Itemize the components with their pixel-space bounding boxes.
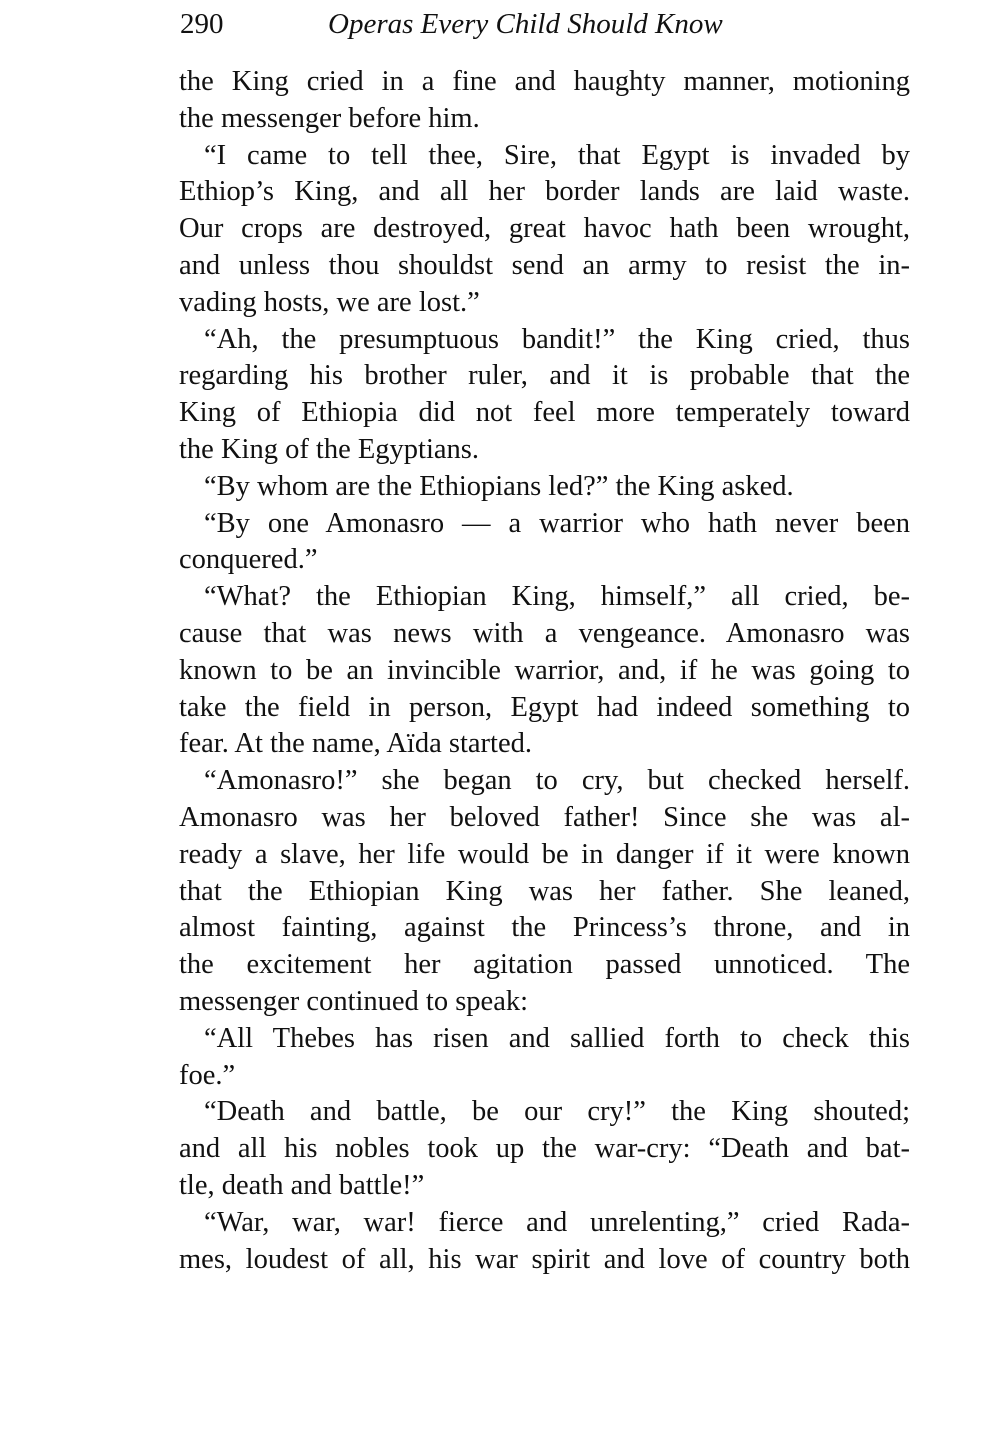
text-line: the King cried in a fine and haughty manner, motioning xyxy=(179,66,910,97)
text-line: “Amonasro!” she began to cry, but checked herself. xyxy=(204,765,910,797)
text-line: conquered.” xyxy=(179,544,318,576)
text-line: the excitement her agitation passed unnoticed. The xyxy=(179,949,910,981)
text-line: the messenger before him. xyxy=(179,102,480,134)
text-line: the King of the Egyptians. xyxy=(179,433,479,465)
text-line: tle, death and battle!” xyxy=(179,1169,425,1201)
text-line: vading hosts, we are lost.” xyxy=(179,286,480,318)
text-line: “Ah, the presumptuous bandit!” the King cried, thus xyxy=(204,323,910,355)
text-line: Ethiop’s King, and all her border lands are laid waste. xyxy=(179,176,910,208)
text-line: foe.” xyxy=(179,1059,236,1091)
text-line: “All Thebes has risen and sallied forth to check this xyxy=(204,1022,910,1054)
text-line: and all his nobles took up the war-cry: “Death and bat- xyxy=(179,1133,910,1165)
text-line: known to be an invincible warrior, and, if he was going to xyxy=(179,654,910,686)
text-line: King of Ethiopia did not feel more temperately toward xyxy=(179,397,910,429)
body-text xyxy=(179,64,910,1278)
running-head xyxy=(180,4,780,44)
text-line: cause that was news with a vengeance. Amonasro was xyxy=(179,617,910,649)
text-line: “What? the Ethiopian King, himself,” all cried, be- xyxy=(204,581,910,613)
page-number: 290 xyxy=(180,8,224,40)
text-line: “Death and battle, be our cry!” the King shouted; xyxy=(204,1096,910,1128)
text-line: Our crops are destroyed, great havoc hath been wrought, xyxy=(179,213,910,245)
book-title: Operas Every Child Should Know xyxy=(328,8,723,40)
text-line: messenger continued to speak: xyxy=(179,985,529,1017)
text-line: “War, war, war! fierce and unrelenting,” cried Rada- xyxy=(204,1206,910,1238)
text-line: “I came to tell thee, Sire, that Egypt is invaded by xyxy=(204,139,910,171)
text-line: mes, loudest of all, his war spirit and love of country both xyxy=(179,1243,910,1275)
text-line: take the field in person, Egypt had indeed something to xyxy=(179,691,910,723)
text-line: fear. At the name, Aïda started. xyxy=(179,728,532,760)
text-line: and unless thou shouldst send an army to resist the in- xyxy=(179,249,910,281)
text-line: Amonasro was her beloved father! Since she was al- xyxy=(179,801,910,833)
text-line: that the Ethiopian King was her father. She leaned, xyxy=(179,875,910,907)
text-line: “By one Amonasro — a warrior who hath never been xyxy=(204,507,910,539)
text-line: ready a slave, her life would be in danger if it were known xyxy=(179,838,910,870)
text-line: “By whom are the Ethiopians led?” the King asked. xyxy=(204,470,794,502)
text-line: regarding his brother ruler, and it is probable that the xyxy=(179,360,910,392)
text-line: almost fainting, against the Princess’s throne, and in xyxy=(179,912,910,944)
